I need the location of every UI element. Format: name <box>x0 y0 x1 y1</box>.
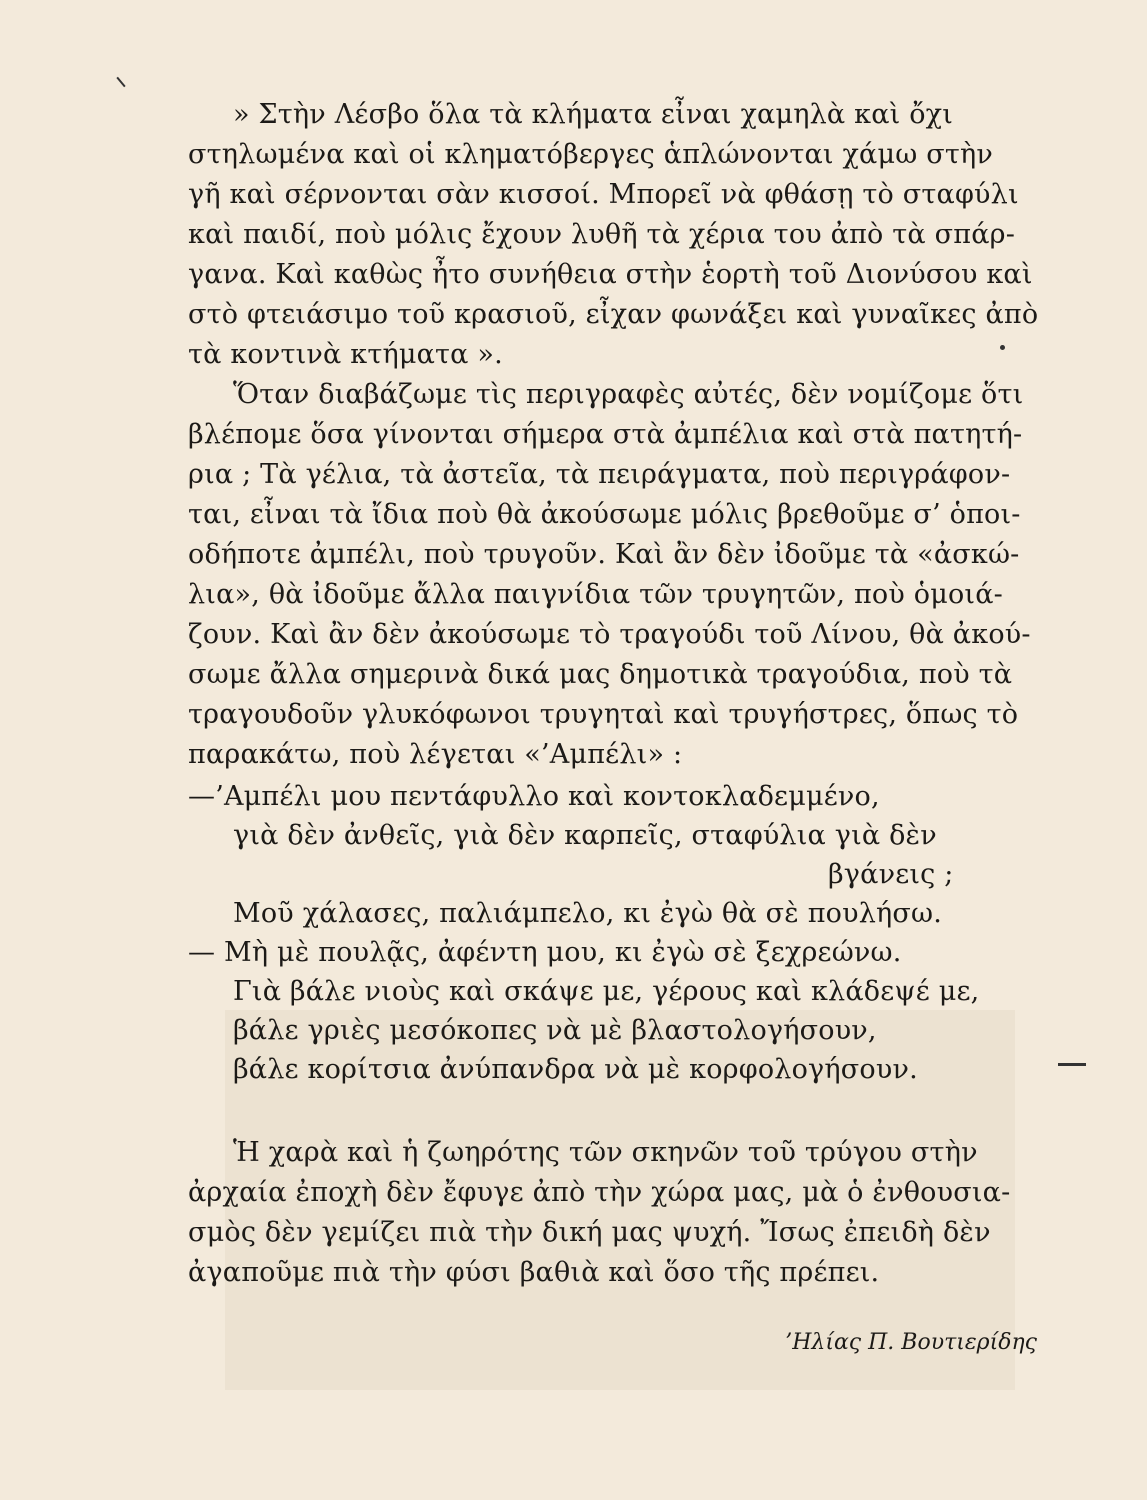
text-line: Ἡ χαρὰ καὶ ἡ ζωηρότης τῶν σκηνῶν τοῦ τρύγου στὴν <box>233 1137 978 1168</box>
text-line: Ὅταν διαβάζωμε τὶς περιγραφὲς αὐτές, δὲν νομίζομε ὅτι <box>233 379 1024 410</box>
text-line: ζουν. Καὶ ἂν δὲν ἀκούσωμε τὸ τραγούδι τοῦ Λίνου, θὰ ἀκού- <box>188 619 1031 650</box>
poem-line: βάλε κορίτσια ἀνύπανδρα νὰ μὲ κορφολογήσουν. <box>233 1054 918 1085</box>
paragraph-2 <box>188 375 1038 775</box>
margin-mark <box>116 77 125 87</box>
poem-line: — Μὴ μὲ πουλᾷς, ἀφέντη μου, κι ἐγὼ σὲ ξεχρεώνω. <box>188 937 902 968</box>
text-line: ται, εἶναι τὰ ἴδια ποὺ θὰ ἀκούσωμε μόλις βρεθοῦμε σ’ ὁποι- <box>188 499 1021 530</box>
text-line: βλέπομε ὅσα γίνονται σήμερα στὰ ἀμπέλια καὶ στὰ πατητή- <box>188 419 1023 450</box>
text-line: τραγουδοῦν γλυκόφωνοι τρυγηταὶ καὶ τρυγήστρες, ὅπως τὸ <box>188 699 1019 730</box>
text-line: οδήποτε ἀμπέλι, ποὺ τρυγοῦν. Καὶ ἂν δὲν ἰδοῦμε τὰ «ἀσκώ- <box>188 539 1020 570</box>
folk-song-poem <box>188 777 1038 1089</box>
text-column <box>188 95 1038 1293</box>
paragraph-3 <box>188 1133 1038 1293</box>
text-line: ἀρχαία ἐποχὴ δὲν ἔφυγε ἀπὸ τὴν χώρα μας, μὰ ὁ ἐνθουσια- <box>188 1177 1011 1208</box>
text-line: καὶ παιδί, ποὺ μόλις ἔχουν λυθῆ τὰ χέρια του ἀπὸ τὰ σπάρ- <box>188 219 1016 250</box>
poem-line: γιὰ δὲν ἀνθεῖς, γιὰ δὲν καρπεῖς, σταφύλια γιὰ δὲν <box>233 820 937 851</box>
text-line: γῆ καὶ σέρνονται σὰν κισσοί. Μπορεῖ νὰ φθάσῃ τὸ σταφύλι <box>188 179 1019 210</box>
spacer <box>188 1089 1038 1133</box>
text-line: παρακάτω, ποὺ λέγεται «’Αμπέλι» : <box>188 739 683 770</box>
text-line: σωμε ἄλλα σημερινὰ δικά μας δημοτικὰ τραγούδια, ποὺ τὰ <box>188 659 1013 690</box>
margin-dash <box>1058 1063 1086 1066</box>
text-line: ρια ; Τὰ γέλια, τὰ ἀστεῖα, τὰ πειράγματα, ποὺ περιγράφον- <box>188 459 1011 490</box>
poem-line: βάλε γριὲς μεσόκοπες νὰ μὲ βλαστολογήσουν, <box>233 1015 877 1046</box>
text-line: στηλωμένα καὶ οἱ κληματόβεργες ἁπλώνονται χάμω στὴν <box>188 139 993 170</box>
text-line: ἀγαποῦμε πιὰ τὴν φύσι βαθιὰ καὶ ὅσο τῆς πρέπει. <box>188 1257 880 1288</box>
text-line: σμὸς δὲν γεμίζει πιὰ τὴν δική μας ψυχή. Ἴσως ἐπειδὴ δὲν <box>188 1217 991 1248</box>
text-line: λια», θὰ ἰδοῦμε ἄλλα παιγνίδια τῶν τρυγητῶν, ποὺ ὁμοιά- <box>188 579 1003 610</box>
text-line: στὸ φτειάσιμο τοῦ κρασιοῦ, εἶχαν φωνάξει καὶ γυναῖκες ἀπὸ <box>188 299 1039 330</box>
text-line: » Στὴν Λέσβο ὅλα τὰ κλήματα εἶναι χαμηλὰ καὶ ὄχι <box>233 99 954 130</box>
text-line: γανα. Καὶ καθὼς ἦτο συνήθεια στὴν ἑορτὴ τοῦ Διονύσου καὶ <box>188 259 1033 290</box>
poem-line: Μοῦ χάλασες, παλιάμπελο, κι ἐγὼ θὰ σὲ πουλήσω. <box>233 898 943 929</box>
poem-line: —’Αμπέλι μου πεντάφυλλο καὶ κοντοκλαδεμμένο, <box>188 781 880 812</box>
poem-line: Γιὰ βάλε νιοὺς καὶ σκάψε με, γέρους καὶ κλάδεψέ με, <box>233 976 980 1007</box>
text-line: τὰ κοντινὰ κτήματα ». <box>188 339 503 370</box>
poem-line: βγάνεις ; <box>828 859 954 890</box>
author-signature: ’Ηλίας Π. Βουτιερίδης <box>785 1330 1037 1355</box>
paragraph-1 <box>188 95 1038 375</box>
